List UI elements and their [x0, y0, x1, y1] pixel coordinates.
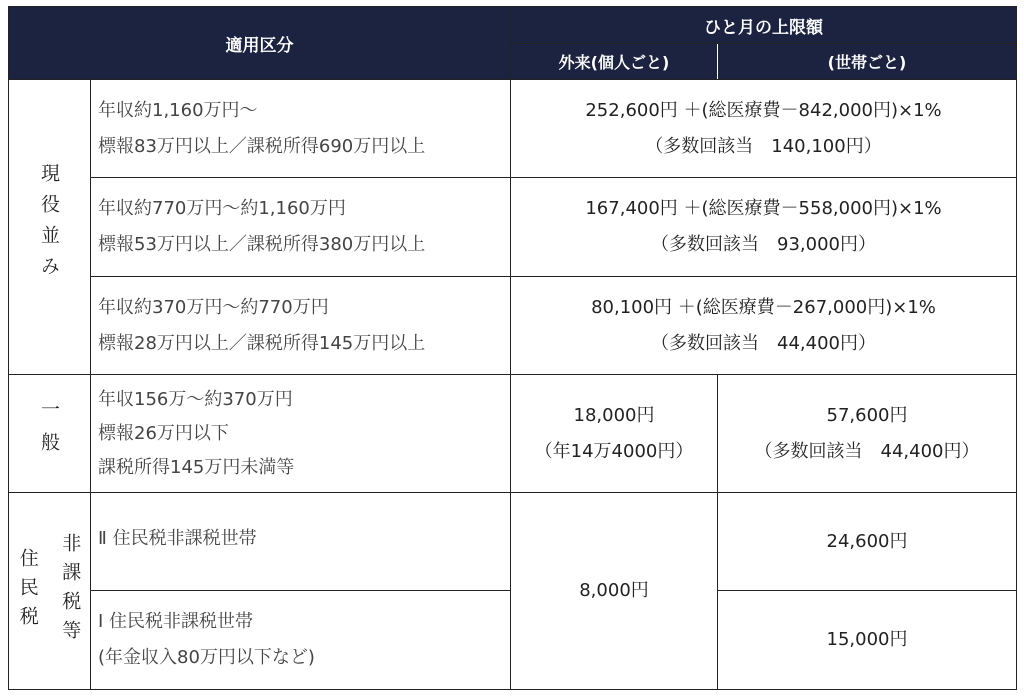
- row4-household: [718, 375, 1017, 493]
- group-exempt-inner-label: 住民税: [16, 547, 39, 635]
- row6-range-line2: (年金収入80万円以下など): [98, 647, 315, 668]
- row4-range: [91, 375, 511, 493]
- row2-range-line1: 年収約770万円〜約1,160万円: [98, 198, 346, 219]
- row4-range-line3: 課税所得145万円未満等: [98, 456, 295, 478]
- high-cost-medical-limit-table: [8, 6, 1017, 690]
- group-general-label: 一般: [38, 398, 60, 465]
- row6-range: [91, 591, 511, 690]
- group-active-label: 現役並み: [38, 163, 60, 287]
- row2-amount-line2: （多数回該当 93,000円）: [651, 234, 876, 255]
- header-outpatient-label: 外来(個人ごと): [558, 53, 670, 72]
- row2-amount-line1: 167,400円 ＋(総医療費－558,000円)×1%: [585, 198, 942, 219]
- header-monthly-limit: ひと月の上限額: [511, 7, 1017, 44]
- row2-range: [91, 178, 511, 277]
- row2-amount: [511, 178, 1017, 277]
- row4-range-line2: 標報26万円以下: [98, 422, 229, 444]
- row3-amount-line2: （多数回該当 44,400円）: [651, 332, 876, 354]
- row5-range: [91, 493, 511, 591]
- row4-outpatient: [511, 375, 718, 493]
- row5-household: 24,600円: [718, 493, 1017, 591]
- row1-amount-line2: （多数回該当 140,100円）: [645, 135, 882, 157]
- header-outpatient: [511, 44, 718, 80]
- header-category: 適用区分: [9, 7, 511, 80]
- row6-household: 15,000円: [718, 591, 1017, 690]
- row4-household-line2: （多数回該当 44,400円）: [754, 440, 980, 462]
- row4-outpatient-line2: （年14万4000円）: [534, 440, 694, 462]
- row1-range-line2: 標報83万円以上／課税所得690万円以上: [98, 135, 426, 157]
- row2-range-line2: 標報53万円以上／課税所得380万円以上: [98, 234, 426, 255]
- group-exempt-outer-label: 非課税等: [59, 533, 82, 649]
- group-general: [9, 375, 91, 493]
- row5-outpatient: 8,000円: [511, 493, 718, 690]
- header-household: (世帯ごと): [718, 44, 1017, 80]
- group-active: [9, 80, 91, 375]
- row3-amount-line1: 80,100円 ＋(総医療費－267,000円)×1%: [591, 296, 936, 318]
- row3-range-line1: 年収約370万円〜約770万円: [98, 296, 329, 318]
- row4-range-line1: 年収156万〜約370万円: [98, 388, 293, 410]
- row3-range-line2: 標報28万円以上／課税所得145万円以上: [98, 332, 426, 354]
- row1-amount: [511, 80, 1017, 178]
- row3-range: [91, 277, 511, 375]
- row3-amount: [511, 277, 1017, 375]
- row4-outpatient-line1: 18,000円: [573, 404, 655, 426]
- row6-range-line1: Ⅰ 住民税非課税世帯: [98, 611, 254, 632]
- row4-household-line1: 57,600円: [826, 404, 908, 426]
- group-exempt: [9, 493, 91, 690]
- row1-amount-line1: 252,600円 ＋(総医療費－842,000円)×1%: [585, 99, 942, 121]
- row5-range-line1: Ⅱ 住民税非課税世帯: [98, 528, 257, 549]
- row1-range-line1: 年収約1,160万円〜: [98, 99, 258, 121]
- row1-range: [91, 80, 511, 178]
